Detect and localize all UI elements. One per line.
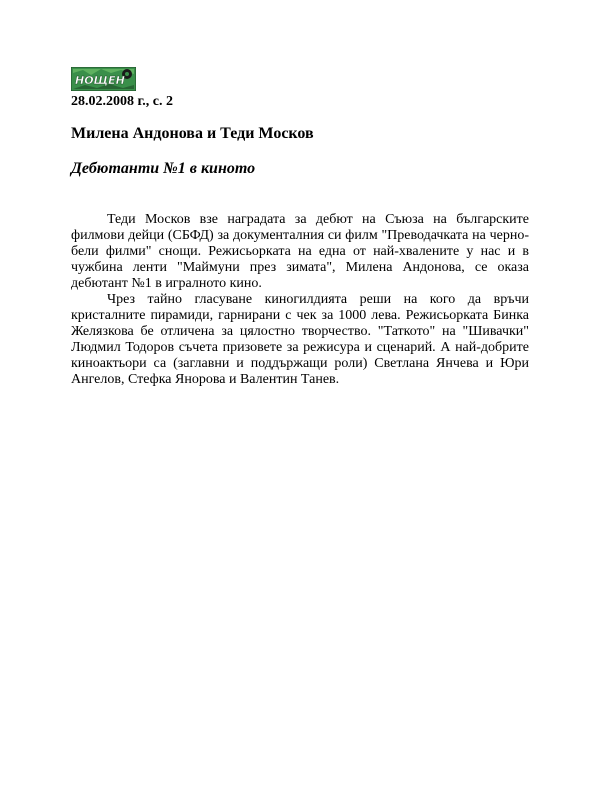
logo-text: НОЩЕН: [75, 74, 125, 87]
newspaper-logo: [71, 67, 136, 91]
article-headline: Дебютанти №1 в киното: [71, 160, 256, 177]
date-issue: 28.02.2008 г., с. 2: [71, 94, 173, 109]
body-paragraph: Теди Москов взе наградата за дебют на Съюза на българските филмови дейци (СБФД) за документалния си филм "Преводачката на черно-бели филми" снощи. Режисьорката на една от най-хвалените у нас и в чужбина ленти "Маймуни през зимата", Милена Андонова, се оказа дебютант №1 в игралното кино.: [71, 212, 529, 291]
article-authors: Милена Андонова и Теди Москов: [71, 125, 314, 142]
body-paragraph: Чрез тайно гласуване киногилдията реши на кого да връчи кристалните пирамиди, гарнирани с чек за 1000 лева. Режисьорката Бинка Желязкова бе отличена за цялостно творчество. "Таткото" на "Шивачки" Людмил Тодоров съчета призовете за режисура и сценарий. А най-добрите киноактьори са (заглавни и поддържащи роли) Светлана Янчева и Юри Ангелов, Стефка Янорова и Валентин Танев.: [71, 292, 529, 387]
article-body: [71, 212, 529, 388]
